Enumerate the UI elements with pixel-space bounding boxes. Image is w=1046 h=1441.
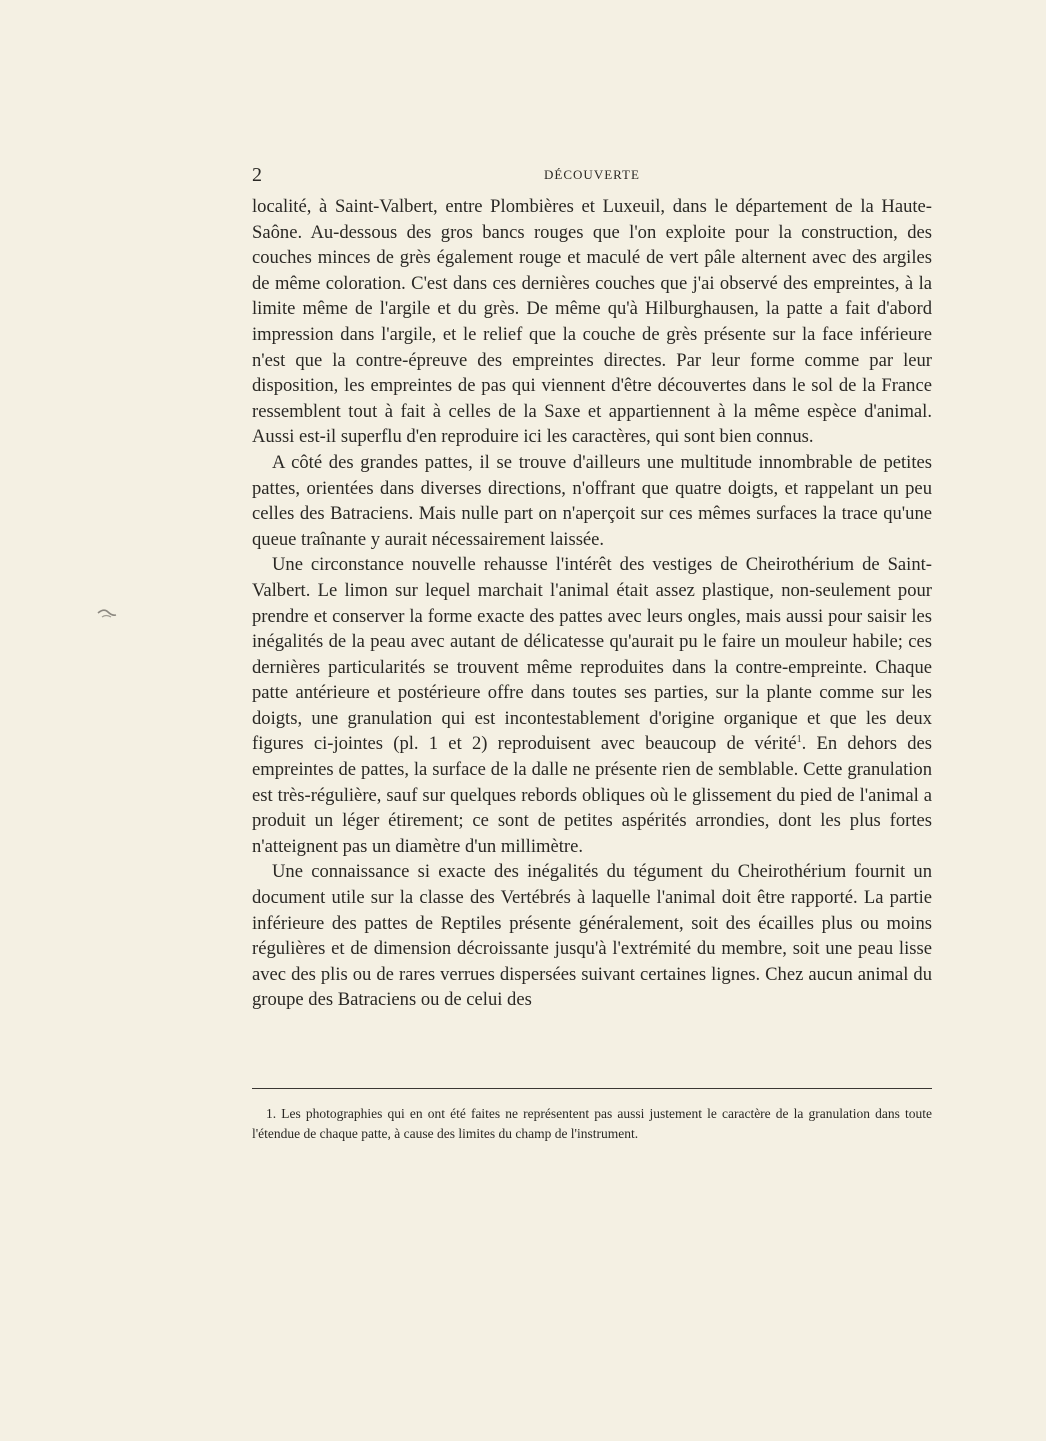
paragraph-3-tail: . En dehors des empreintes de pattes, la surface de la dalle ne présente rien de semblable. Cette granulation est très-régulière, sauf sur quelques rebords obliques où le glissement du pied de l'animal a produit un léger étirement; ce sont de petites aspérités arrondies, dont les plus fortes n'atteignent pas un diamètre d'un millimètre. — [252, 733, 932, 857]
running-head: DÉCOUVERTE — [544, 167, 640, 182]
footnote-divider — [252, 1088, 932, 1089]
page-number: 2 — [252, 164, 262, 186]
page-header — [252, 164, 932, 186]
paragraph-3 — [252, 552, 932, 859]
paragraph-3-text: Une circonstance nouvelle rehausse l'intérêt des vestiges de Cheirothérium de Saint-Valbert. Le limon sur lequel marchait l'animal était assez plastique, non-seulement pour prendre et conserver la forme exacte des pattes avec leurs ongles, mais aussi pour saisir les inégalités de la peau avec autant de délicatesse qu'aurait pu le faire un mouleur habile; ces dernières particularités se trouvent même reproduites dans la contre-empreinte. Chaque patte antérieure et postérieure offre dans toutes ses parties, sur la plante comme sur les doigts, une granulation qui est incontestablement d'origine organique et que les deux figures ci-jointes (pl. 1 et 2) reproduisent avec beaucoup de vérité — [252, 554, 932, 755]
paragraph-4: Une connaissance si exacte des inégalités du tégument du Cheirothérium fournit un document utile sur la classe des Vertébrés à laquelle l'animal doit être rapporté. La partie inférieure des pattes de Reptiles présente généralement, soit des écailles plus ou moins régulières et de dimension décroissante jusqu'à l'extrémité du membre, soit une peau lisse avec des plis ou de rares verrues dispersées suivant certaines lignes. Chez aucun animal du groupe des Batraciens ou de celui des — [252, 861, 932, 1011]
margin-ink-mark — [96, 606, 118, 620]
footnote: 1. Les photographies qui en ont été faites ne représentent pas aussi justement le caractère de la granulation dans toute l'étendue de chaque patte, à cause des limites du champ de l'instrument. — [252, 1106, 932, 1141]
paragraph-2: A côté des grandes pattes, il se trouve d'ailleurs une multitude innombrable de petites pattes, orientées dans diverses directions, n'offrant que quatre doigts, et rappelant un peu celles des Batraciens. Mais nulle part on n'aperçoit sur ces mêmes surfaces la trace qu'une queue traînante y aurait nécessairement laissée. — [252, 451, 932, 550]
footnote-reference: 1 — [796, 734, 802, 746]
paragraph-1: localité, à Saint-Valbert, entre Plombières et Luxeuil, dans le département de la Haute-Saône. Au-dessous des gros bancs rouges que l'on exploite pour la construction, des couches minces de grès également rouge et maculé de vert pâle alternent avec des argiles de même coloration. C'est dans ces dernières couches que j'ai observé des empreintes, à la limite même de l'argile et du grès. De même qu'à Hilburghausen, la patte a fait d'abord impression dans l'argile, et le relief que la couche de grès présente sur la face inférieure n'est que la contre-épreuve des empreintes directes. Par leur forme comme par leur disposition, les empreintes de pas qui viennent d'être découvertes dans le sol de la France ressemblent tout à fait à celles de la Saxe et appartiennent à la même espèce d'animal. Aussi est-il superflu d'en reproduire ici les caractères, qui sont bien connus. — [252, 196, 932, 448]
body-text — [252, 194, 932, 1013]
